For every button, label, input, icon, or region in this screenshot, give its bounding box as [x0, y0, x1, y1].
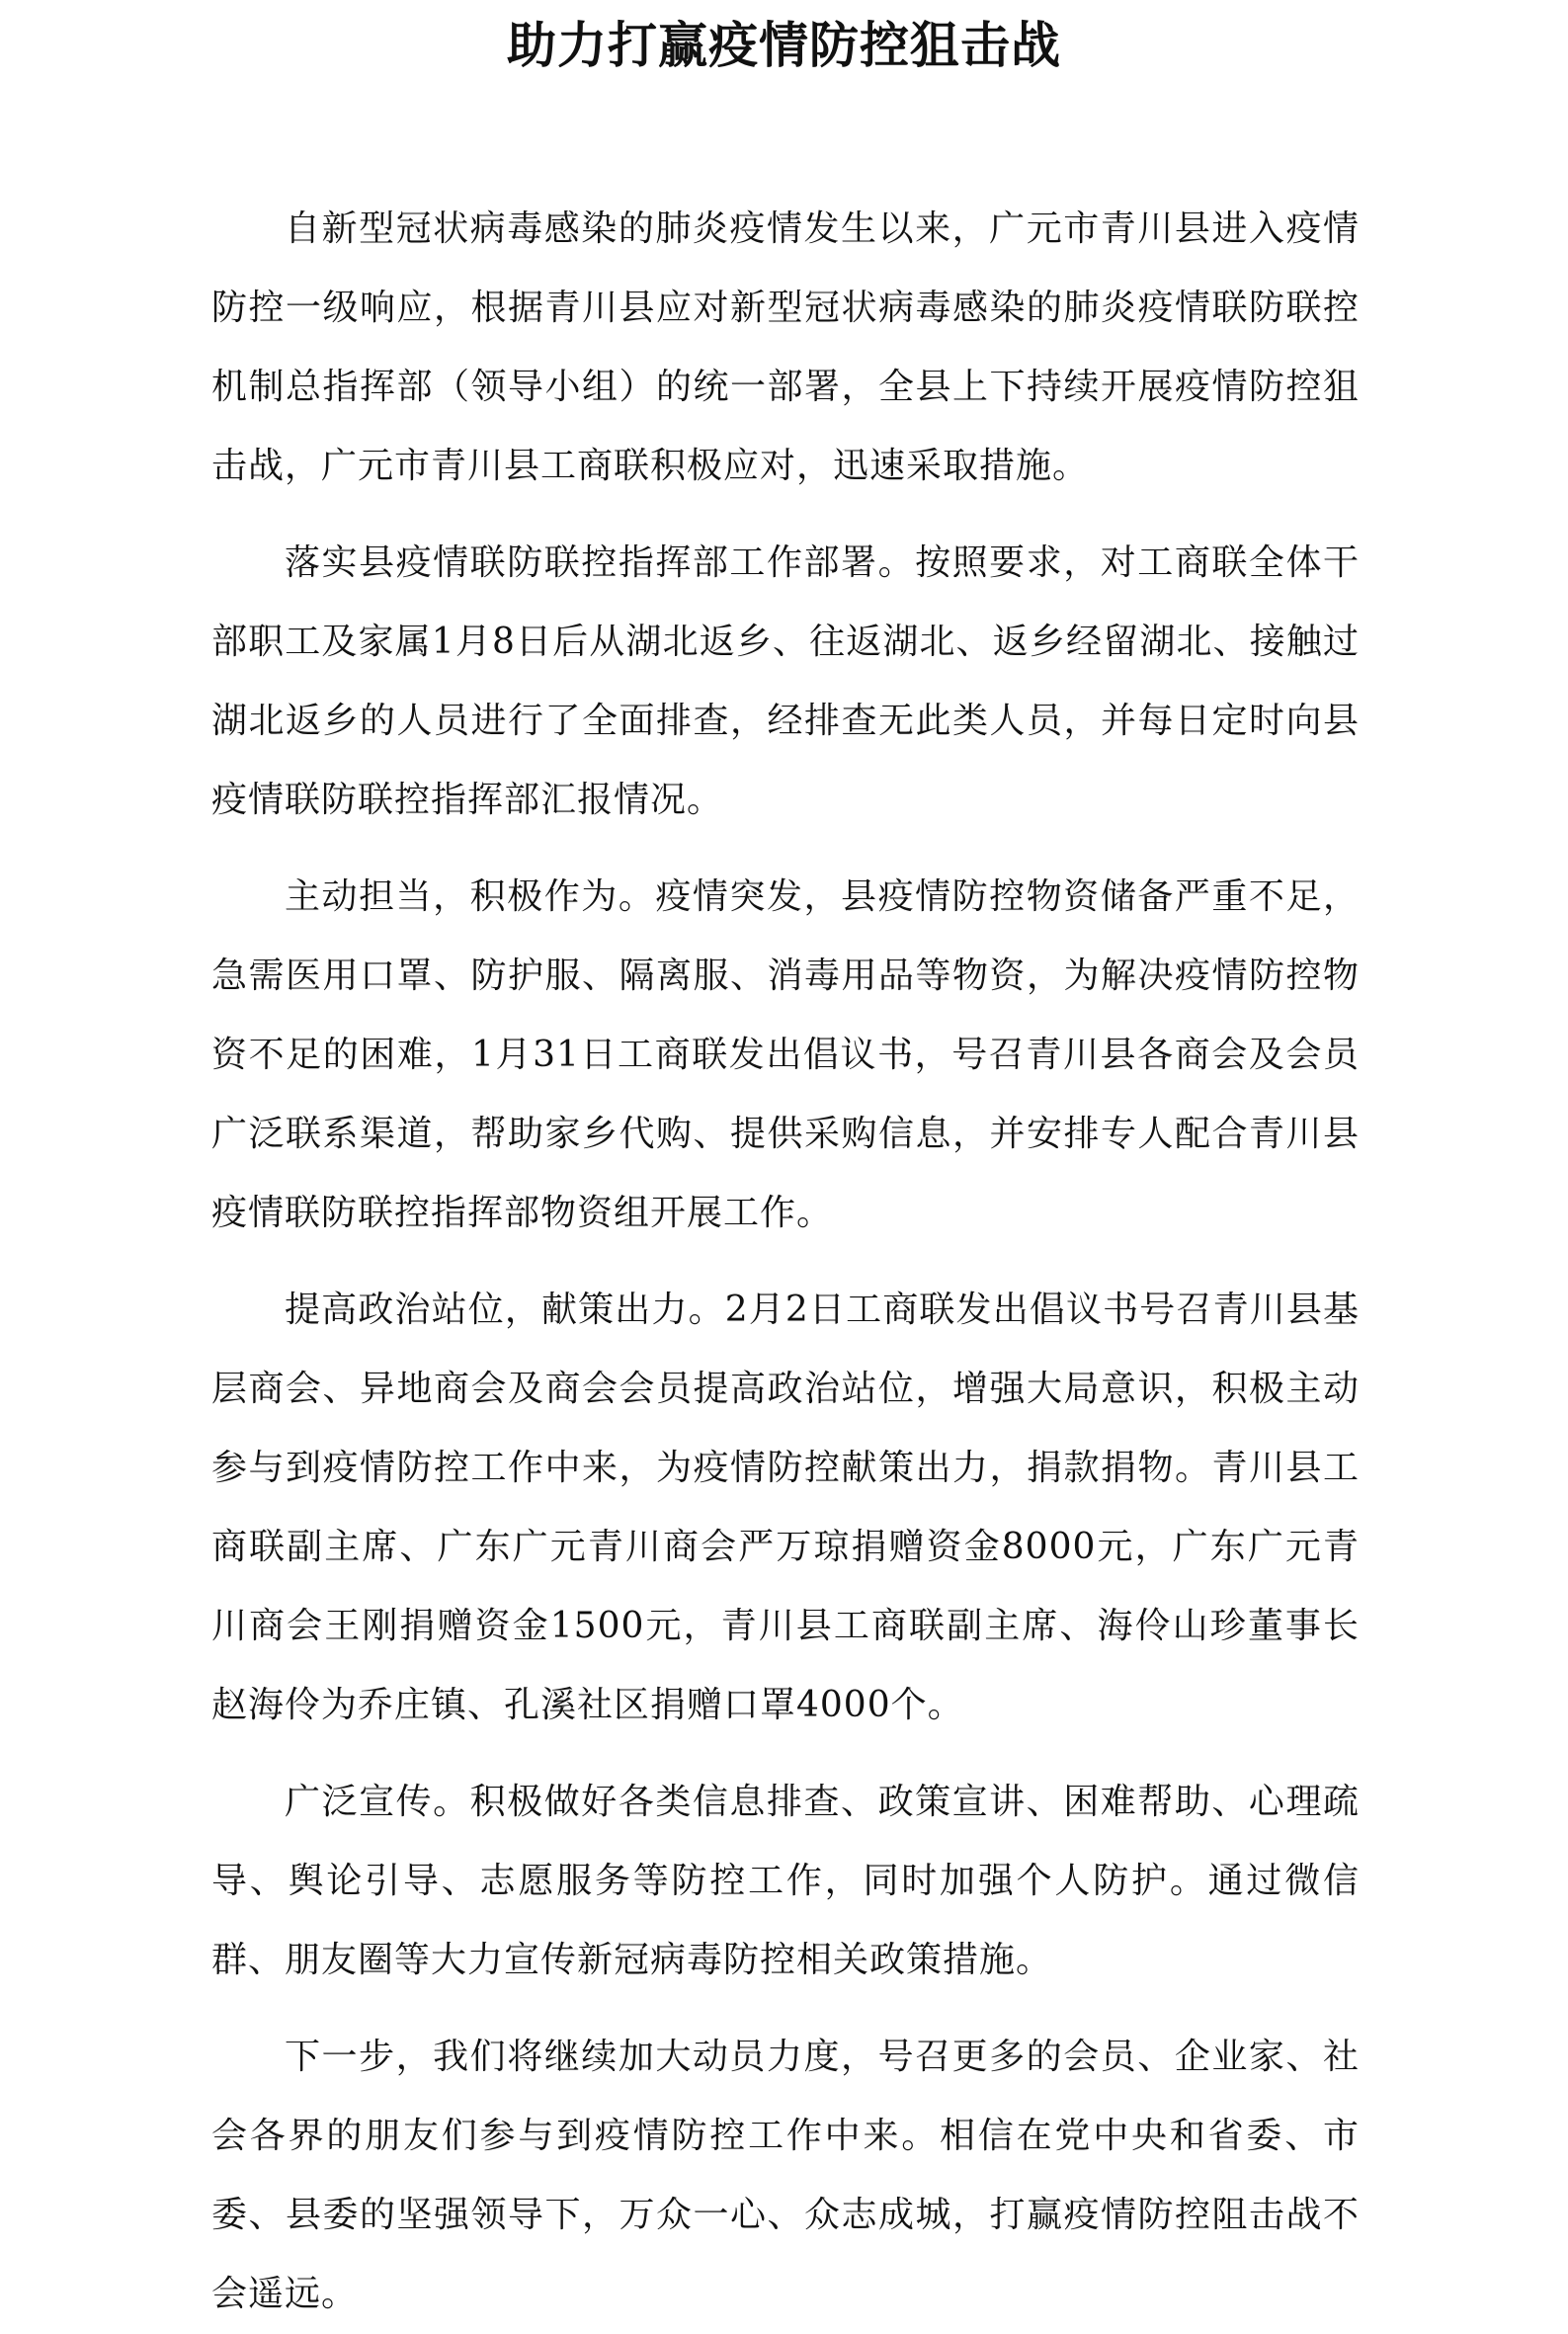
paragraph-intro: 自新型冠状病毒感染的肺炎疫情发生以来，广元市青川县进入疫情防控一级响应，根据青川县应对新型冠状病毒感染的肺炎疫情联防联控机制总指挥部（领导小组）的统一部署，全县上下持续开展疫情防控狙击战，广元市青川县工商联积极应对，迅速采取措施。: [211, 208, 1360, 486]
paragraph-donations: 提高政治站位，献策出力。2月2日工商联发出倡议书号召青川县基层商会、异地商会及商会会员提高政治站位，增强大局意识，积极主动参与到疫情防控工作中来，为疫情防控献策出力，捐款捐物。青川县工商联副主席、广东广元青川商会严万琼捐赠资金8000元，广东广元青川商会王刚捐赠资金1500元，青川县工商联副主席、海伶山珍董事长赵海伶为乔庄镇、孔溪社区捐赠口罩4000个。: [211, 1290, 1360, 1725]
paragraph-initiative: 主动担当，积极作为。疫情突发，县疫情防控物资储备严重不足，急需医用口罩、防护服、隔离服、消毒用品等物资，为解决疫情防控物资不足的困难，1月31日工商联发出倡议书，号召青川县各商会及会员广泛联系渠道，帮助家乡代购、提供采购信息，并安排专人配合青川县疫情联防联控指挥部物资组开展工作。: [211, 876, 1360, 1233]
paragraph-publicity: 广泛宣传。积极做好各类信息排查、政策宣讲、困难帮助、心理疏导、舆论引导、志愿服务等防控工作，同时加强个人防护。通过微信群、朋友圈等大力宣传新冠病毒防控相关政策措施。: [211, 1782, 1360, 1980]
paragraph-deployment: 落实县疫情联防联控指挥部工作部署。按照要求，对工商联全体干部职工及家属1月8日后从湖北返乡、往返湖北、返乡经留湖北、接触过湖北返乡的人员进行了全面排查，经排查无此类人员，并每日定时向县疫情联防联控指挥部汇报情况。: [211, 542, 1360, 820]
document-title: 助力打赢疫情防控狙击战: [507, 16, 1061, 74]
paragraph-next-steps: 下一步，我们将继续加大动员力度，号召更多的会员、企业家、社会各界的朋友们参与到疫情防控工作中来。相信在党中央和省委、市委、县委的坚强领导下，万众一心、众志成城，打赢疫情防控阻击战不会遥远。: [211, 2037, 1360, 2314]
document-body: [211, 190, 1360, 2334]
